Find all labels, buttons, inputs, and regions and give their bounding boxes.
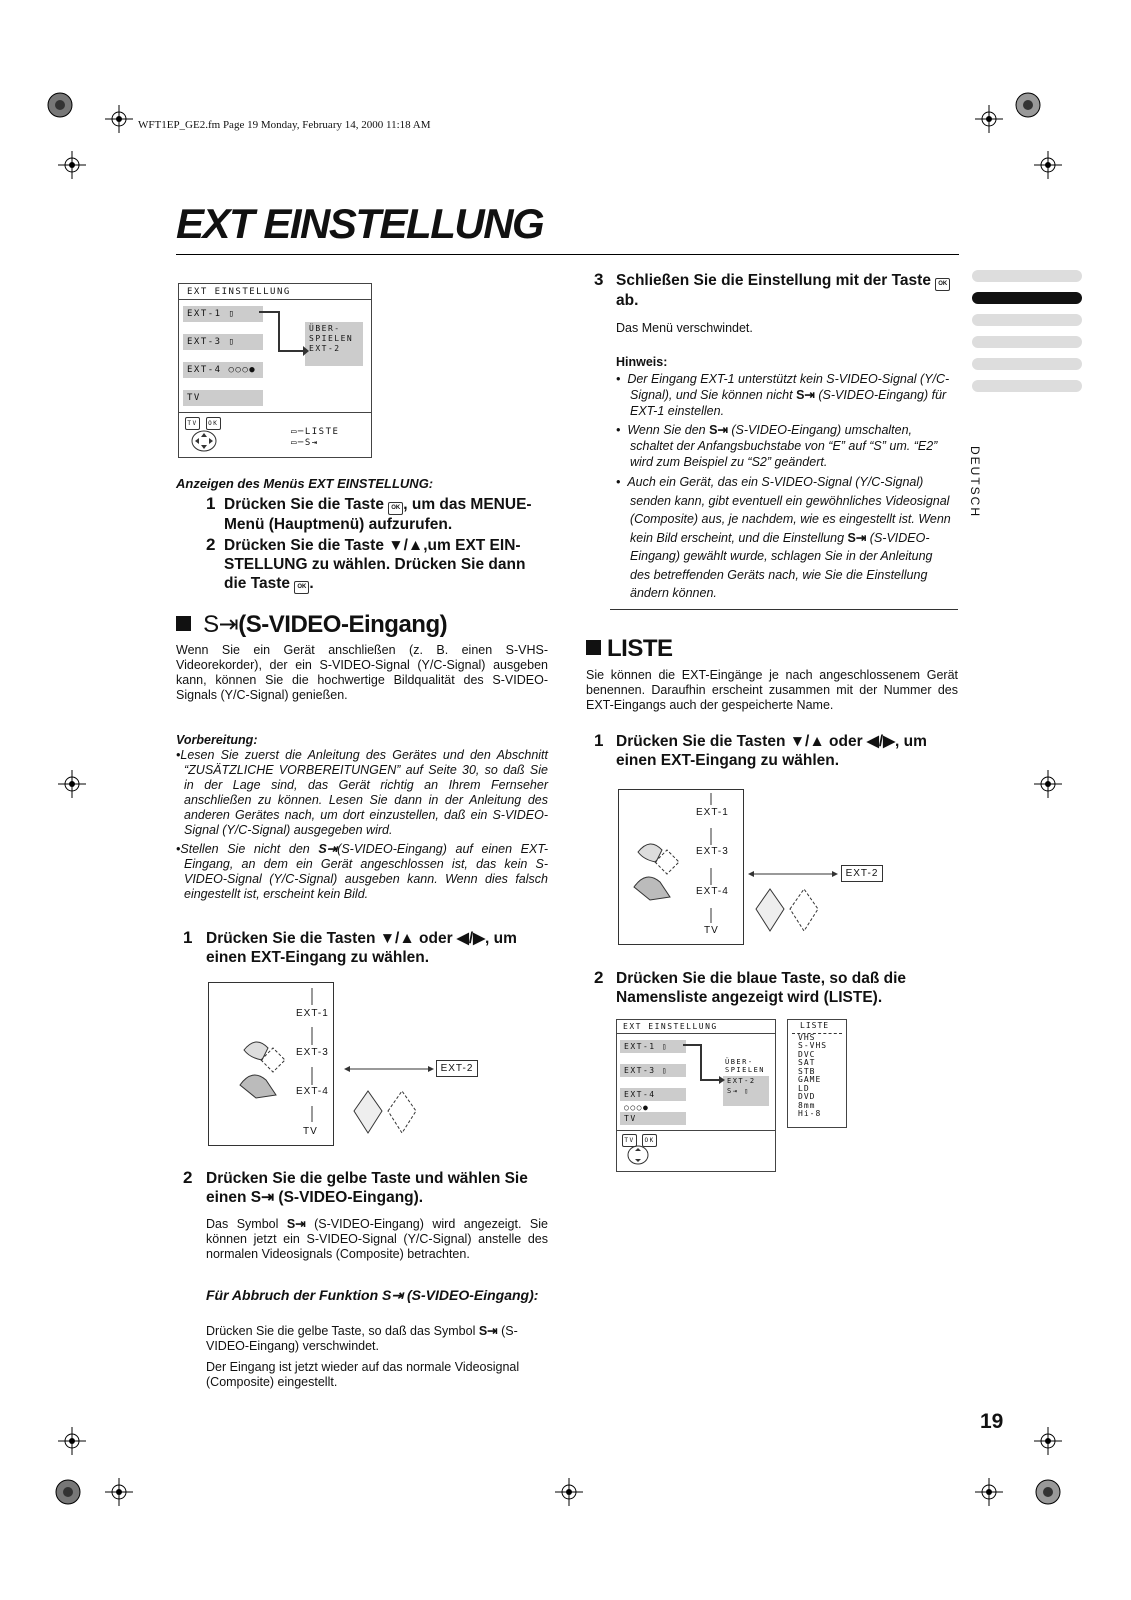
osd-ext-einstellung — [178, 283, 372, 458]
hint-list: • Der Eingang EXT-1 unterstützt kein S-VIDEO-Signal (Y/C-Signal), und Sie können nicht S⇥ (S-VIDEO-Eingang) für EXT-1 einstellen. • Wenn Sie den S⇥ (S-VIDEO-Eingang) umschalten, schaltet der Anfangsbuchstabe von “E” auf “S” um. “E2” wird zum Beispiel zu “S2” geändert. • Auch ein Gerät, das ein S-VIDEO-Signal (Y/C-Signal) senden kann, gibt eventuell ein gewöhnliches Videosignal (Composite) aus, je nachdem, wie es eingestellt ist. Wenn kein Bild erscheint, und die Einstellung S⇥ (S-VIDEO-Eingang) gewählt wurde, schlagen Sie in der Anleitung des betreffenden Geräts nach, wie Sie die Einstellung ändern können. — [616, 372, 951, 600]
liste-step-2: Drücken Sie die blaue Taste, so daß die Namensliste angezeigt wird (LISTE). — [616, 970, 906, 1006]
title-rule — [176, 254, 959, 255]
ok-key-icon: OK — [388, 502, 403, 515]
svideo-step-2: Drücken Sie die gelbe Taste und wählen Sie einen S⇥ (S-VIDEO-Eingang). — [206, 1170, 528, 1206]
liste-section-title: LISTE — [586, 635, 673, 663]
file-info-line: WFT1EP_GE2.fm Page 19 Monday, February 14, 2000 11:18 AM — [138, 119, 431, 131]
liste-names: VHS S-VHS DVC SAT STB GAME LD DVD 8mm Hi-8 — [798, 1032, 828, 1118]
remote-hands-lr-icon — [350, 1086, 425, 1138]
registration-mark-icon — [1034, 770, 1062, 798]
registration-mark-icon — [555, 1478, 583, 1506]
step-number: 3 — [594, 270, 604, 289]
step-3-body: Das Menü verschwindet. — [616, 321, 753, 335]
language-tab — [972, 336, 1082, 348]
step-number: 2 — [594, 968, 604, 987]
language-tab-active — [972, 292, 1082, 304]
crop-mark-circle-icon — [46, 91, 74, 119]
step-number: 1 — [206, 494, 216, 513]
registration-mark-icon — [105, 105, 133, 133]
remote-hands-lr-icon — [752, 884, 827, 936]
svideo-body: Wenn Sie ein Gerät anschließen (z. B. einen S-VHS-Videorekorder), der ein S-VIDEO-Signal (Y/C-Signal) ausgeben kann, können Sie die hochwertige Bildqualität des S-VIDEO-Signals (Y/C-Signal) genießen. — [176, 643, 548, 702]
diagram-label: EXT-4 — [696, 886, 729, 897]
cancel-heading: Für Abbruch der Funktion S⇥ (S-VIDEO-Eingang): — [206, 1287, 539, 1303]
target-ext2-box: EXT-2 — [841, 865, 883, 882]
diagram-label: EXT-3 — [296, 1047, 329, 1058]
osd-keys: TV OK — [185, 417, 221, 430]
section-square-icon — [586, 640, 601, 655]
osd-title: EXT EINSTELLUNG — [187, 287, 291, 297]
section-square-icon — [176, 616, 191, 631]
crop-mark-circle-icon — [1014, 91, 1042, 119]
side-language-label: DEUTSCH — [968, 446, 982, 519]
osd-row-ext4: EXT-4 ○○○● — [183, 362, 263, 378]
diagram-label: TV — [704, 925, 719, 936]
osd-row-ext1: EXT-1 ▯ — [183, 306, 263, 322]
diagram-updown-arrows-icon — [704, 790, 718, 930]
diagram-label: TV — [303, 1126, 318, 1137]
language-tab — [972, 358, 1082, 370]
osd-overwrite-box: ÜBER- SPIELEN EXT-2 — [305, 322, 363, 366]
prep-heading: Vorbereitung: — [176, 733, 258, 747]
registration-mark-icon — [58, 770, 86, 798]
language-tab — [972, 270, 1082, 282]
page-number: 19 — [980, 1410, 1004, 1433]
step-number: 2 — [183, 1168, 193, 1187]
step-3-text: Schließen Sie die Einstellung mit der Taste OK ab. — [616, 271, 961, 310]
hint-rule — [610, 609, 958, 610]
language-tab — [972, 380, 1082, 392]
cancel-body-2: Der Eingang ist jetzt wieder auf das normale Videosignal (Composite) eingestellt. — [206, 1360, 520, 1389]
osd-row-tv: TV — [183, 390, 263, 406]
registration-mark-icon — [58, 1427, 86, 1455]
diagram-updown-arrows-icon — [305, 985, 319, 1125]
osd-ext-einstellung-small: EXT EINSTELLUNG EXT-1 ▯ EXT-3 ▯ EXT-4 ○○○● TV ÜBER- SPIELEN EXT-2 S⇥ ▯ TV OK — [616, 1019, 776, 1172]
step-1-text: Drücken Sie die Taste OK , um das MENUE-Menü (Hauptmenü) aufzurufen. — [224, 496, 532, 533]
registration-mark-icon — [975, 1478, 1003, 1506]
registration-mark-icon — [58, 151, 86, 179]
double-arrow-icon — [344, 1064, 434, 1074]
ok-key-icon: OK — [935, 278, 950, 291]
language-tab — [972, 314, 1082, 326]
liste-body: Sie können die EXT-Eingänge je nach angeschlossenem Gerät benennen. Daraufhin erscheint zusammen mit der Nummer des EXT-Eingangs auch der gespeicherte Name. — [586, 668, 958, 712]
registration-mark-icon — [975, 105, 1003, 133]
osd-legend: ▭─LISTE ▭─S⇥ — [291, 427, 340, 448]
diagram-label: EXT-4 — [296, 1086, 329, 1097]
diagram-label: EXT-1 — [696, 807, 729, 818]
osd-arrow-icon — [683, 1042, 725, 1084]
osd-liste-panel — [787, 1019, 847, 1128]
registration-mark-icon — [1034, 151, 1062, 179]
ok-key-icon: OK — [294, 581, 309, 594]
diagram-label: EXT-1 — [296, 1008, 329, 1019]
svideo-step-1: Drücken Sie die Tasten ▼/▲ oder ◀/▶, um einen EXT-Eingang zu wählen. — [206, 930, 517, 966]
page-title: EXT EINSTELLUNG — [176, 200, 544, 247]
liste-step-1: Drücken Sie die Tasten ▼/▲ oder ◀/▶, um einen EXT-Eingang zu wählen. — [616, 733, 927, 769]
registration-mark-icon — [105, 1478, 133, 1506]
remote-dpad-icon — [191, 430, 217, 452]
remote-hand-icon — [236, 1030, 296, 1100]
svideo-section-title: S⇥(S-VIDEO-Eingang) — [176, 610, 447, 639]
liste-panel-title: LISTE — [792, 1020, 842, 1034]
target-ext2-box: EXT-2 — [436, 1060, 478, 1077]
registration-mark-icon — [1034, 1427, 1062, 1455]
hint-heading: Hinweis: — [616, 355, 668, 369]
crop-mark-circle-icon — [1034, 1478, 1062, 1506]
prep-list: •Lesen Sie zuerst die Anleitung des Gerätes und den Abschnitt “ZUSÄTZLICHE VORBEREITUNGEN” auf Seite 30, so daß Sie in der Lage sind, das Gerät richtig an Ihrem Fernseher anschließen zu können. Lesen Sie dann in der Anleitung des anderen Gerätes nach, um dort einzustellen, daß ein S-VIDEO-Signal (Y/C-Signal) ausgegeben wird. •Stellen Sie nicht den S⇥(S-VIDEO-Eingang) auf einen EXT-Eingang, an dem ein Gerät angeschlossen ist, das kein S-VIDEO-Signal (Y/C-Signal) ausgeben kann. Wenn dies falsch eingestellt ist, erscheint kein Bild. — [176, 748, 548, 901]
svideo-step-2-body: Das Symbol S⇥ (S-VIDEO-Eingang) wird angezeigt. Sie können jetzt ein S-VIDEO-Signal (Y/C-Signal) anstelle des normalen Videosignals (Composite) betrachten. — [206, 1217, 548, 1261]
double-arrow-icon — [748, 869, 838, 879]
crop-mark-circle-icon — [54, 1478, 82, 1506]
osd-arrow-icon — [259, 309, 309, 359]
cancel-body-1: Drücken Sie die gelbe Taste, so daß das Symbol S⇥ (S-VIDEO-Eingang) verschwindet. — [206, 1324, 518, 1353]
step-2-text: Drücken Sie die Taste ▼/▲,um EXT EIN-STELLUNG zu wählen. Drücken Sie dann die Taste OK . — [224, 537, 526, 592]
osd-row-ext3: EXT-3 ▯ — [183, 334, 263, 350]
step-number: 1 — [183, 928, 193, 947]
step-number: 1 — [594, 731, 604, 750]
remote-dpad-icon — [627, 1145, 649, 1165]
intro-heading: Anzeigen des Menüs EXT EINSTELLUNG: — [176, 476, 434, 491]
diagram-label: EXT-3 — [696, 846, 729, 857]
step-number: 2 — [206, 535, 216, 554]
remote-hand-icon — [630, 832, 690, 902]
